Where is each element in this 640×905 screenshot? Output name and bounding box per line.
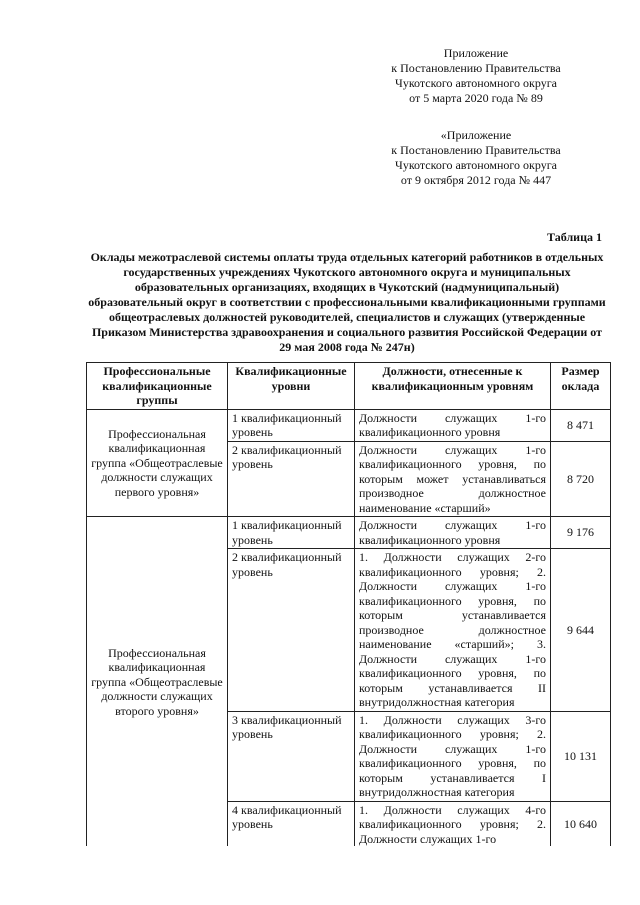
column-header: Квалификационные уровни — [228, 363, 355, 410]
original-header-line: от 9 октября 2012 года № 447 — [400, 173, 552, 187]
approval-header-line: от 5 марта 2020 года № 89 — [409, 91, 543, 105]
level-cell: 1 квалификационный уровень — [228, 409, 355, 441]
group-cell: Профессиональная квалификационная группа «Общеотраслевые должности служащих первого уровня» — [87, 409, 228, 517]
level-cell: 4 квалификационный уровень — [228, 801, 355, 846]
approval-header-line: Чукотского автономного округа — [395, 76, 557, 90]
original-header-line: к Постановлению Правительства — [391, 143, 561, 157]
positions-cell: 1. Должности служащих 4-го квалификационного уровня; 2. Должности служащих 1-го — [355, 801, 551, 846]
salary-cell: 8 720 — [551, 441, 611, 517]
column-header: Размер оклада — [551, 363, 611, 410]
salary-cell: 10 640 — [551, 801, 611, 846]
approval-header-line: Приложение — [443, 46, 509, 60]
table-header-row — [87, 363, 611, 410]
table-row — [87, 409, 611, 441]
table-number: Таблица 1 — [547, 230, 602, 244]
original-header-line: «Приложение — [440, 128, 512, 142]
column-header: Должности, отнесенные к квалификационным уровням — [355, 363, 551, 410]
salary-cell: 9 644 — [551, 549, 611, 712]
approval-header-line: к Постановлению Правительства — [391, 61, 561, 75]
salary-table — [86, 362, 611, 846]
group-cell: Профессиональная квалификационная группа «Общеотраслевые должности служащих второго уровня» — [87, 517, 228, 847]
level-cell: 3 квалификационный уровень — [228, 711, 355, 801]
level-cell: 2 квалификационный уровень — [228, 549, 355, 712]
level-cell: 2 квалификационный уровень — [228, 441, 355, 517]
salary-cell: 8 471 — [551, 409, 611, 441]
level-cell: 1 квалификационный уровень — [228, 517, 355, 549]
document-title: Оклады межотраслевой системы оплаты труда отдельных категорий работников в отдельных государственных учреждениях Чукотского автономного округа и муниципальных образовательных организациях, входящих в Чукотский (надмуниципальный) образовательный округ в соответствии с профессиональными квалификационными группами общеотраслевых должностей руководителей, специалистов и служащих (утвержденные Приказом Министерства здравоохранения и социального развития Российской Федерации от 29 мая 2008 года № 247н) — [88, 250, 606, 354]
positions-cell: Должности служащих 1-го квалификационного уровня — [355, 409, 551, 441]
positions-cell: 1. Должности служащих 3-го квалификационного уровня; 2. Должности служащих 1-го квалификационного уровня, по которым устанавливается I внутридолжностная категория — [355, 711, 551, 801]
column-header: Профессиональные квалификационные группы — [87, 363, 228, 410]
original-header-line: Чукотского автономного округа — [395, 158, 557, 172]
salary-cell: 9 176 — [551, 517, 611, 549]
salary-cell: 10 131 — [551, 711, 611, 801]
positions-cell: 1. Должности служащих 2-го квалификационного уровня; 2. Должности служащих 1-го квалификационного уровня, по которым устанавливается производное должностное наименование «старший»; 3. Должности служащих 1-го квалификационного уровня, по которым устанавливается II внутридолжностная категория — [355, 549, 551, 712]
positions-cell: Должности служащих 1-го квалификационного уровня, по которым может устанавливаться производное должностное наименование «старший» — [355, 441, 551, 517]
table-row — [87, 517, 611, 549]
positions-cell: Должности служащих 1-го квалификационного уровня — [355, 517, 551, 549]
